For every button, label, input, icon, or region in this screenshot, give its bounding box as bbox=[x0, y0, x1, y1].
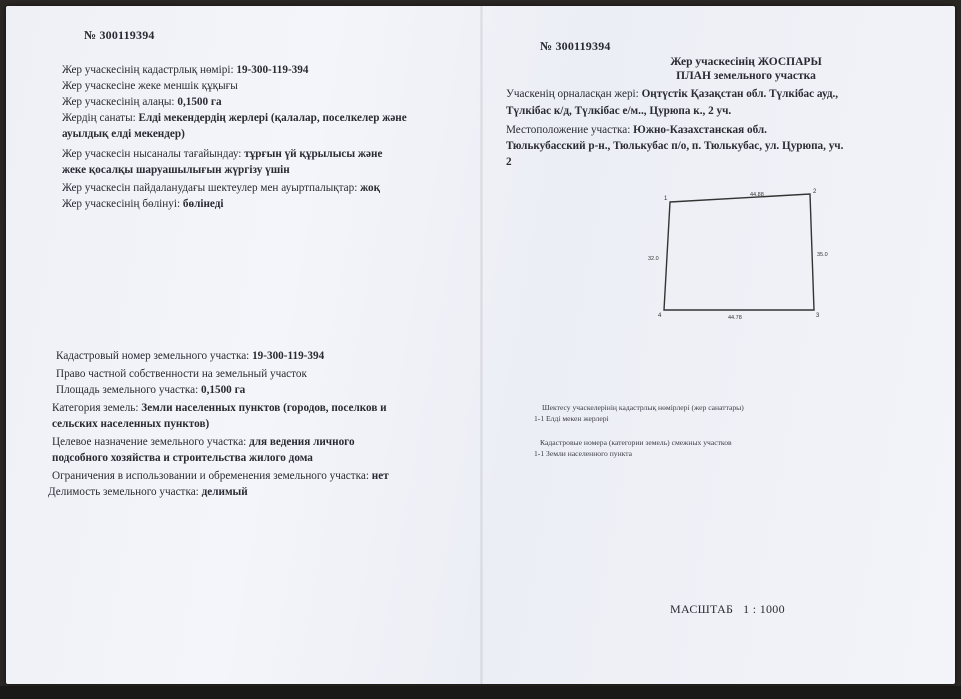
kz-land-category: Жердің санаты: Елді мекендердің жерлері (қалалар, поселкелер және bbox=[62, 112, 407, 124]
kz-purpose-cont: жеке қосалқы шаруашылығын жүргізу үшін bbox=[62, 164, 290, 176]
ru-area: Площадь земельного участка: 0,1500 га bbox=[56, 384, 246, 396]
land-plot-plan bbox=[646, 186, 846, 326]
ru-location-cont-2: 2 bbox=[506, 156, 512, 168]
ru-divisibility: Делимость земельного участка: делимый bbox=[48, 486, 248, 498]
point-label-1: 1 bbox=[664, 196, 668, 202]
side-length-bottom: 44.78 bbox=[728, 315, 742, 321]
side-length-right: 35.0 bbox=[817, 252, 828, 258]
side-length-left: 32.0 bbox=[648, 256, 659, 262]
point-label-2: 2 bbox=[813, 189, 817, 195]
plan-title-kz: Жер учаскесінің ЖОСПАРЫ bbox=[670, 56, 822, 68]
right-document-number: № 300119394 bbox=[540, 39, 611, 53]
legend-ru-title: Кадастровые номера (категории земель) смежных участков bbox=[540, 438, 732, 447]
left-document-number: № 300119394 bbox=[84, 28, 155, 42]
page-fold bbox=[480, 6, 483, 684]
kz-area: Жер учаскесінің алаңы: 0,1500 га bbox=[62, 96, 222, 108]
kz-purpose: Жер учаскесін нысаналы тағайындау: тұрғын үй құрылысы және bbox=[62, 148, 383, 160]
ru-land-category: Категория земель: Земли населенных пунктов (городов, поселков и bbox=[52, 402, 387, 414]
ru-ownership-right: Право частной собственности на земельный участок bbox=[56, 368, 307, 380]
legend-kz-title: Шектесу учаскелерінің кадастрлық нөмірлері (жер санаттары) bbox=[542, 403, 744, 412]
ru-purpose-cont: подсобного хозяйства и строительства жилого дома bbox=[52, 452, 313, 464]
legend-ru-item: 1-1 Земли населенного пункта bbox=[534, 449, 633, 458]
kz-location-cont: Түлкібас к/д, Түлкібас е/м.., Цурюпа к., 2 уч. bbox=[506, 105, 732, 117]
kz-land-category-cont: ауылдық елді мекендер) bbox=[62, 128, 185, 140]
ru-cadastral-number: Кадастровый номер земельного участка: 19-300-119-394 bbox=[56, 350, 325, 362]
kz-divisibility: Жер учаскесінің бөлінуі: бөлінеді bbox=[62, 198, 224, 210]
ru-restrictions: Ограничения в использовании и обременения земельного участка: нет bbox=[52, 470, 389, 482]
point-label-3: 3 bbox=[816, 313, 820, 319]
ru-location: Местоположение участка: Южно-Казахстанская обл. bbox=[506, 124, 767, 136]
scale: МАСШТАБ 1 : 1000 bbox=[670, 602, 785, 616]
plot-boundary bbox=[664, 194, 814, 310]
ru-purpose: Целевое назначение земельного участка: для ведения личного bbox=[52, 436, 355, 448]
document-sheet bbox=[6, 6, 955, 684]
kz-location: Учаскенің орналасқан жері: Оңтүстік Қазақстан обл. Түлкібас ауд., bbox=[506, 88, 839, 100]
point-label-4: 4 bbox=[658, 313, 662, 319]
ru-location-cont: Тюлькубасский р-н., Тюлькубас п/о, п. Тюлькубас, ул. Цурюпа, уч. bbox=[506, 140, 844, 152]
side-length-top: 44.88 bbox=[750, 192, 764, 198]
bottom-shadow bbox=[0, 686, 961, 699]
legend-kz-item: 1-1 Елді мекен жерлері bbox=[534, 414, 609, 423]
kz-cadastral-number: Жер учаскесінің кадастрлық нөмірі: 19-300-119-394 bbox=[62, 64, 309, 76]
kz-restrictions: Жер учаскесін пайдаланудағы шектеулер мен ауыртпалықтар: жоқ bbox=[62, 182, 381, 194]
ru-land-category-cont: сельских населенных пунктов) bbox=[52, 418, 210, 430]
plan-title-ru: ПЛАН земельного участка bbox=[676, 70, 816, 82]
kz-ownership-right: Жер учаскесіне жеке меншік құқығы bbox=[62, 80, 238, 92]
